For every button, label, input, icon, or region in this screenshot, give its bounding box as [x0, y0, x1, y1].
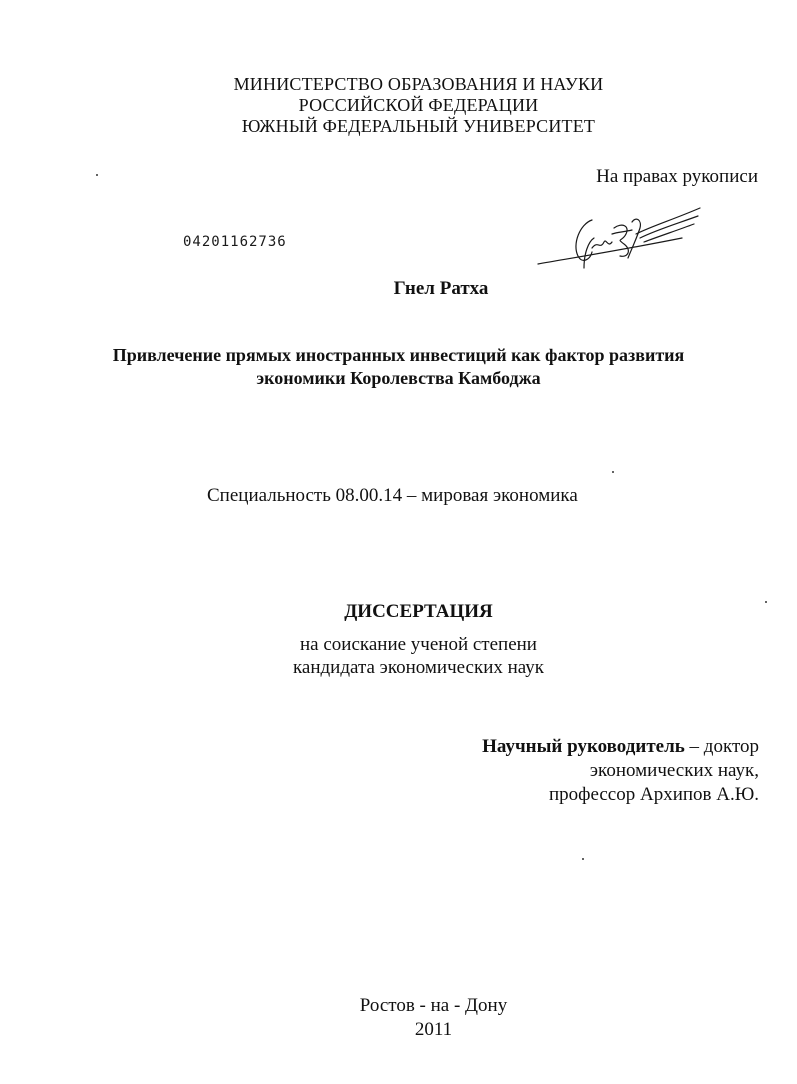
specialty: Специальность 08.00.14 – мировая экономика: [207, 485, 578, 506]
supervisor-degree: – доктор: [684, 736, 759, 757]
supervisor-line-1: [482, 735, 759, 759]
supervisor-block: [482, 735, 759, 807]
scan-speck: [582, 858, 584, 860]
scan-speck: [96, 174, 98, 176]
author-name: Гнел Ратха: [393, 278, 489, 299]
ministry-line-2: РОССИЙСКОЙ ФЕДЕРАЦИИ: [298, 95, 539, 115]
university-line: ЮЖНЫЙ ФЕДЕРАЛЬНЫЙ УНИВЕРСИТЕТ: [241, 116, 596, 136]
scan-speck: [612, 471, 614, 473]
signature-icon: [532, 198, 702, 278]
dissertation-heading: ДИССЕРТАЦИЯ: [344, 601, 493, 622]
city: Ростов - на - Дону: [359, 995, 508, 1016]
ministry-line-1: МИНИСТЕРСТВО ОБРАЗОВАНИЯ И НАУКИ: [233, 74, 604, 94]
year: 2011: [414, 1019, 453, 1040]
supervisor-line-2: экономических наук,: [589, 760, 759, 781]
supervisor-line-3: профессор Архипов А.Ю.: [548, 784, 759, 805]
dissertation-title-line-2: экономики Королевства Камбоджа: [256, 368, 541, 388]
degree-line-2: кандидата экономических наук: [292, 657, 545, 678]
scan-speck: [765, 601, 767, 603]
degree-line-1: на соискание ученой степени: [300, 634, 537, 655]
supervisor-label: Научный руководитель: [482, 736, 685, 757]
dissertation-title-line-1: Привлечение прямых иностранных инвестиций как фактор развития: [112, 345, 685, 365]
document-number: 04201162736: [183, 234, 287, 250]
rights-note: На правах рукописи: [596, 166, 758, 187]
